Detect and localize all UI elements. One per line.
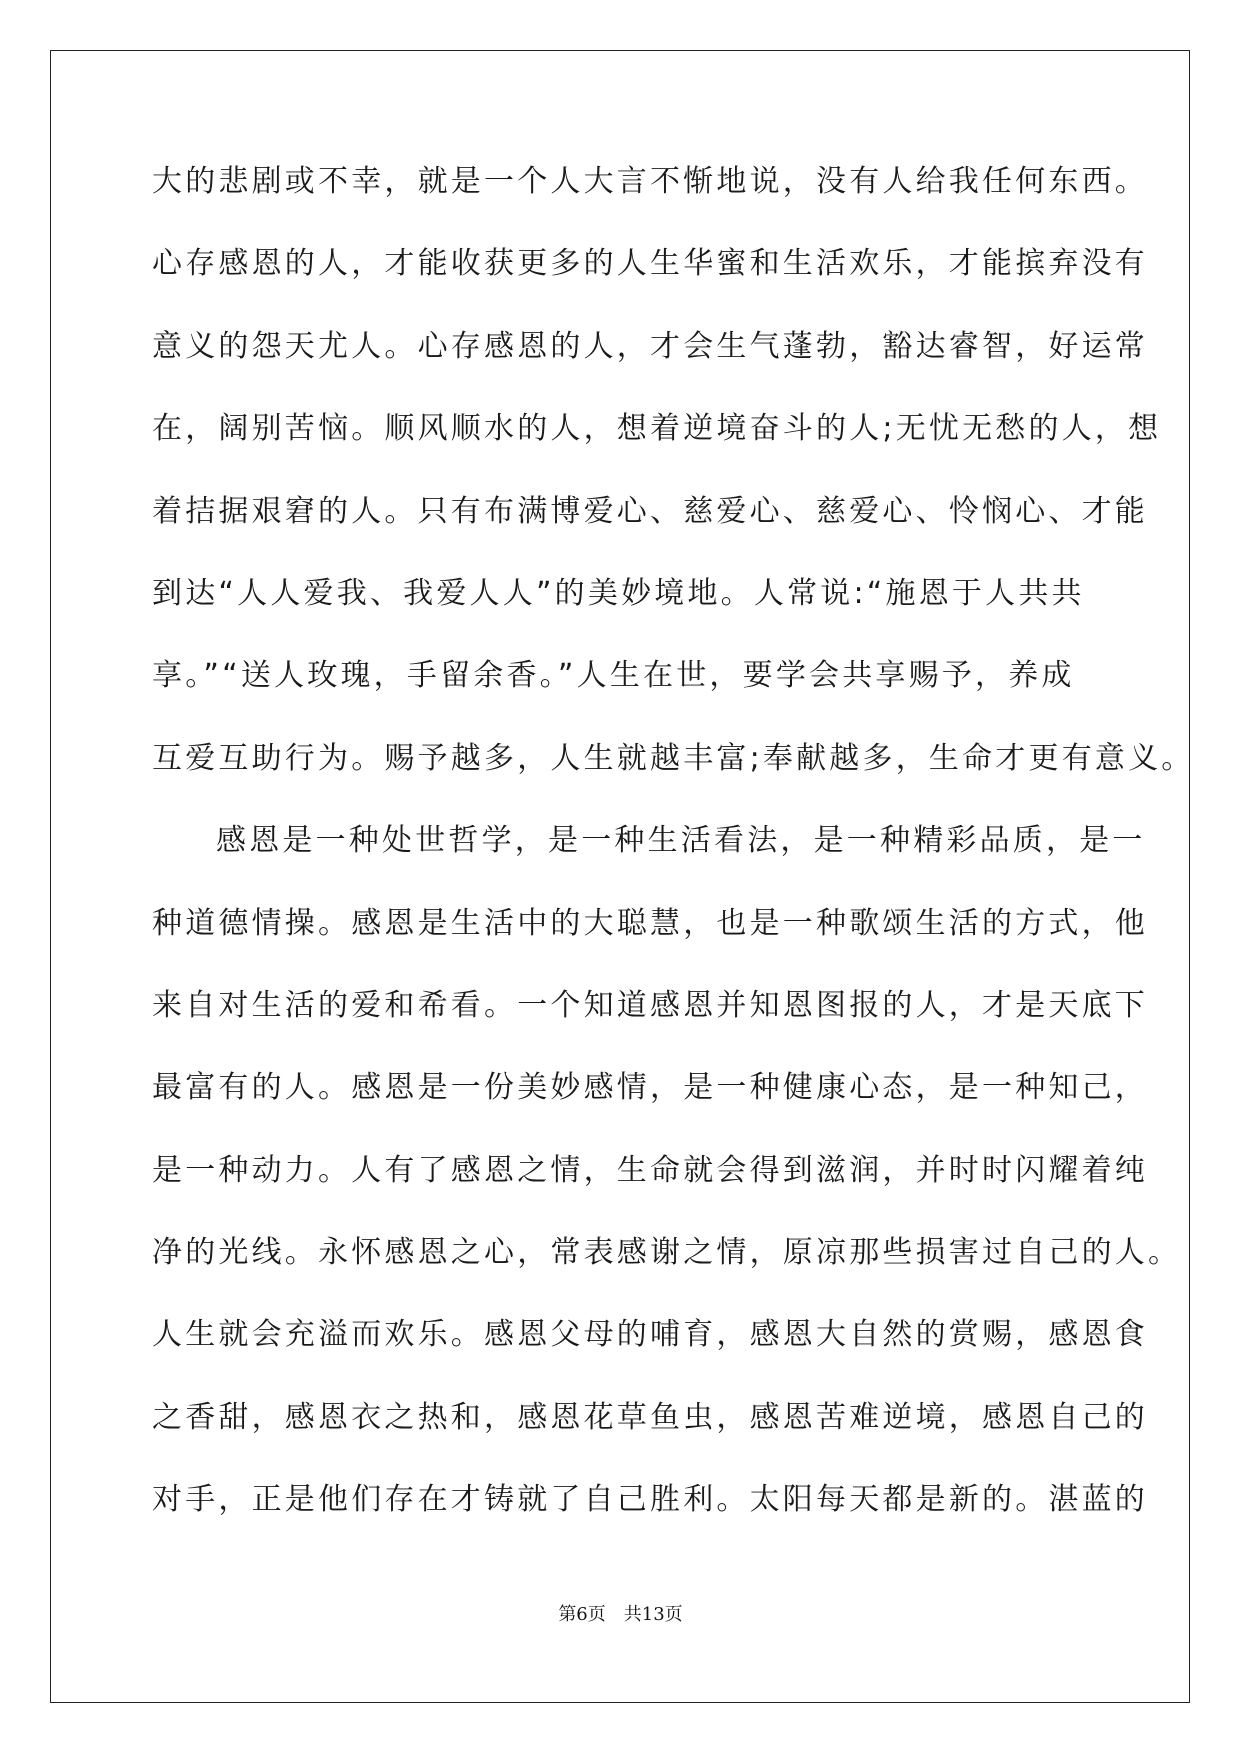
document-body (152, 159, 1195, 1560)
text-line: 互爱互助行为。赐予越多，人生就越丰富;奉献越多，生命才更有意义。 (152, 740, 1195, 776)
text-line: 对手，正是他们存在才铸就了自己胜利。太阳每天都是新的。湛蓝的 (152, 1482, 1148, 1518)
page-total: 共13页 (623, 1604, 683, 1625)
text-line: 人生就会充溢而欢乐。感恩父母的哺育，感恩大自然的赏赐，感恩食 (152, 1317, 1148, 1353)
text-line: 心存感恩的人，才能收获更多的人生华蜜和生活欢乐，才能摈弃没有 (152, 246, 1148, 282)
text-line: 到达“人人爱我、我爱人人”的美妙境地。人常说:“施恩于人共共 (152, 575, 1085, 611)
text-line: 在，阔别苦恼。顺风顺水的人，想着逆境奋斗的人;无忧无愁的人，想 (152, 411, 1162, 447)
text-line: 种道德情操。感恩是生活中的大聪慧，也是一种歌颂生活的方式，他 (152, 905, 1148, 941)
text-line: 是一种动力。人有了感恩之情，生命就会得到滋润，并时时闪耀着纯 (152, 1152, 1148, 1188)
text-line: 享。”“送人玫瑰，手留余香。”人生在世，要学会共享赐予，养成 (152, 658, 1075, 694)
text-line: 意义的怨天尤人。心存感恩的人，才会生气蓬勃，豁达睿智，好运常 (152, 328, 1148, 364)
text-line: 着拮据艰窘的人。只有布满博爱心、慈爱心、慈爱心、怜悯心、才能 (152, 493, 1148, 529)
page-number: 第6页 (558, 1604, 606, 1625)
text-line: 净的光线。永怀感恩之心，常表感谢之情，原凉那些损害过自己的人。 (152, 1235, 1182, 1271)
page-footer (0, 1600, 1241, 1626)
text-line: 来自对生活的爱和希看。一个知道感恩并知恩图报的人，才是天底下 (152, 987, 1148, 1023)
text-line: 大的悲剧或不幸，就是一个人大言不惭地说，没有人给我任何东西。 (152, 164, 1148, 199)
text-line: 最富有的人。感恩是一份美妙感情，是一种健康心态，是一种知己， (152, 1070, 1148, 1106)
paragraph-start-line: 感恩是一种处世哲学，是一种生活看法，是一种精彩品质，是一 (216, 823, 1146, 859)
text-line: 之香甜，感恩衣之热和，感恩花草鱼虫，感恩苦难逆境，感恩自己的 (152, 1399, 1148, 1435)
